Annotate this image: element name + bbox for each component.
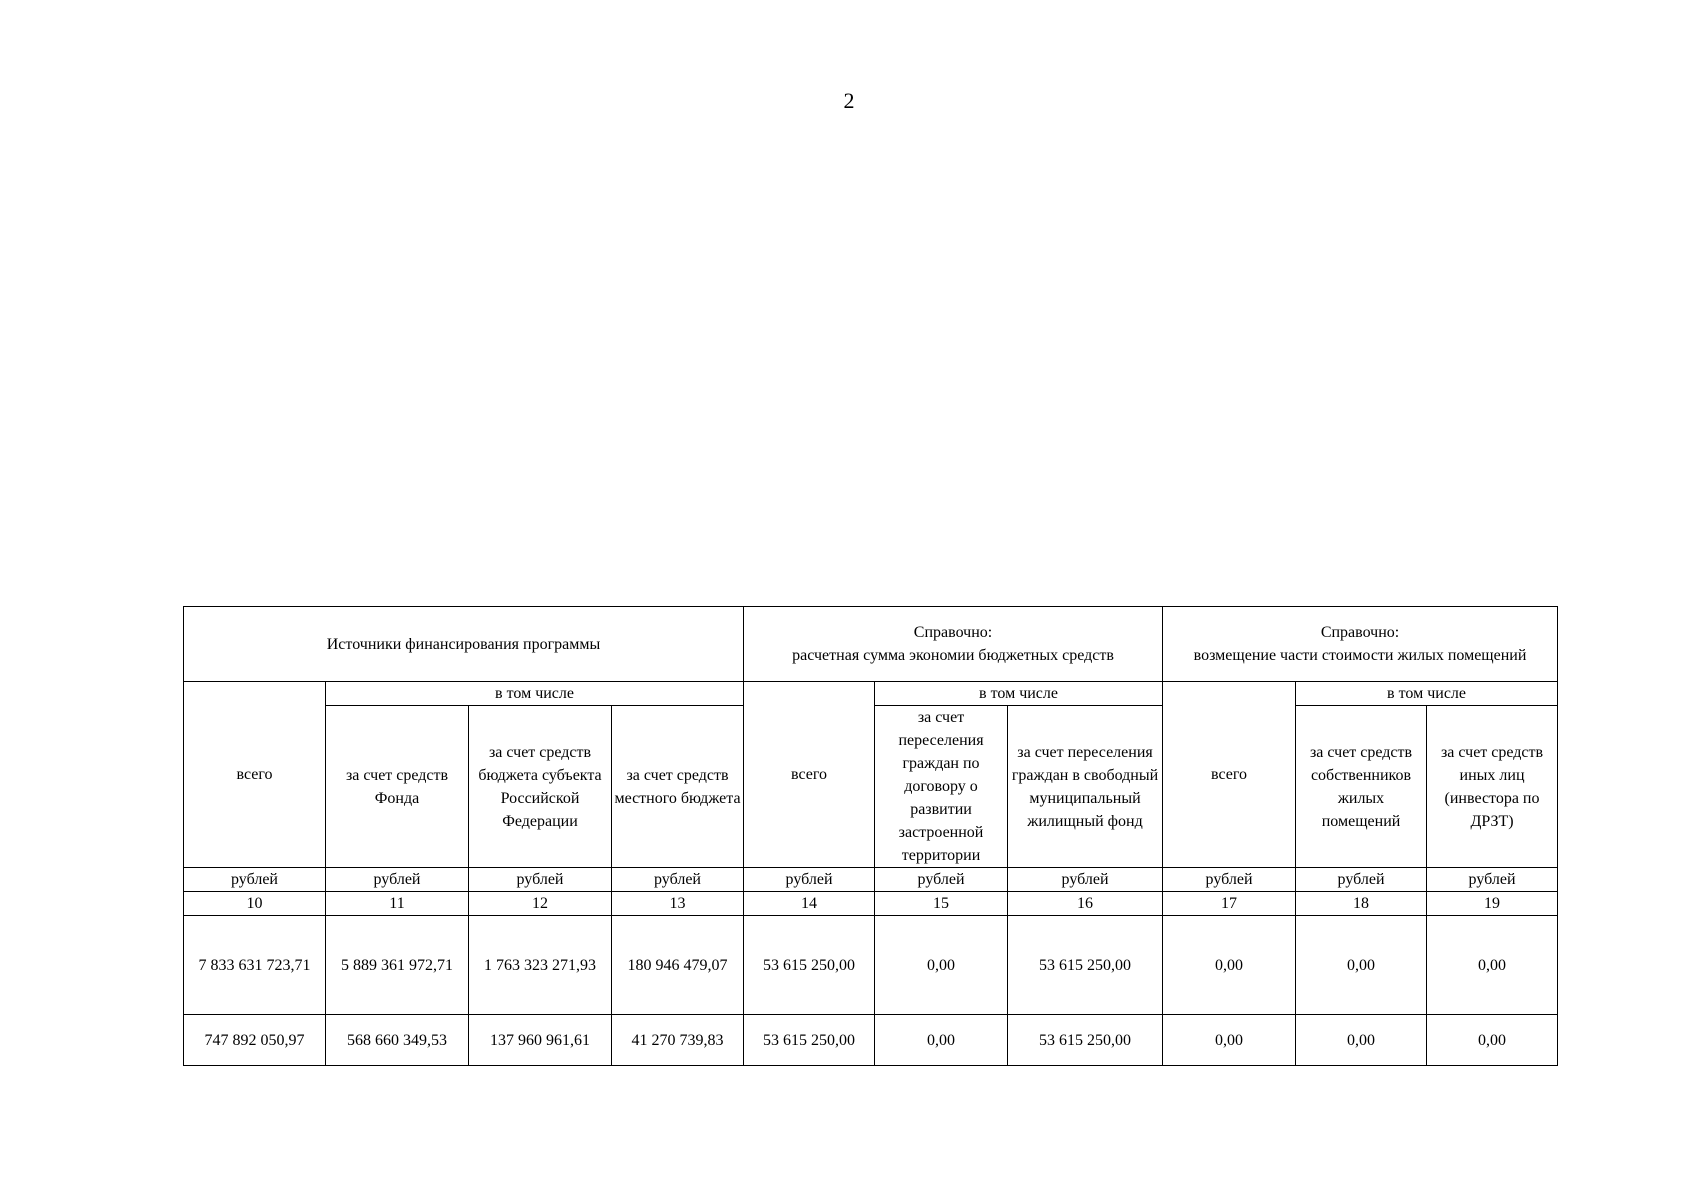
section-header-row <box>184 607 1558 682</box>
unit-cell: рублей <box>469 868 612 892</box>
data-cell: 5 889 361 972,71 <box>326 916 469 1015</box>
unit-cell: рублей <box>1427 868 1558 892</box>
unit-cell: рублей <box>1008 868 1163 892</box>
column-number: 19 <box>1427 892 1558 916</box>
column-number: 16 <box>1008 892 1163 916</box>
data-cell: 0,00 <box>875 916 1008 1015</box>
data-cell: 7 833 631 723,71 <box>184 916 326 1015</box>
data-cell: 0,00 <box>1296 916 1427 1015</box>
data-cell: 1 763 323 271,93 <box>469 916 612 1015</box>
sources-header: Источники финансирования программы <box>184 607 744 682</box>
data-cell: 0,00 <box>1427 916 1558 1015</box>
col-label-10: всего <box>184 682 326 868</box>
unit-cell: рублей <box>1296 868 1427 892</box>
compensation-header <box>1163 607 1558 682</box>
data-cell: 53 615 250,00 <box>744 1015 875 1066</box>
col-label-12: за счет средств бюджета субъекта Российской Федерации <box>469 706 612 868</box>
financing-table <box>183 606 1558 1066</box>
column-number: 14 <box>744 892 875 916</box>
col-label-14: всего <box>744 682 875 868</box>
column-number: 10 <box>184 892 326 916</box>
column-number: 13 <box>612 892 744 916</box>
savings-header-line1: Справочно: <box>913 624 993 641</box>
col-label-18: за счет средств собственников жилых помещений <box>1296 706 1427 868</box>
col-label-16: за счет переселения граждан в свободный муниципальный жилищный фонд <box>1008 706 1163 868</box>
data-cell: 0,00 <box>1427 1015 1558 1066</box>
unit-row <box>184 868 1558 892</box>
column-number: 15 <box>875 892 1008 916</box>
data-cell: 0,00 <box>1163 1015 1296 1066</box>
page-number: 2 <box>843 88 855 113</box>
column-number: 12 <box>469 892 612 916</box>
data-cell: 180 946 479,07 <box>612 916 744 1015</box>
data-row <box>184 916 1558 1015</box>
data-cell: 747 892 050,97 <box>184 1015 326 1066</box>
col-label-19: за счет средств иных лиц (инвестора по ДРЗТ) <box>1427 706 1558 868</box>
column-number: 17 <box>1163 892 1296 916</box>
col-label-13: за счет средств местного бюджета <box>612 706 744 868</box>
unit-cell: рублей <box>875 868 1008 892</box>
column-number-row <box>184 892 1558 916</box>
unit-cell: рублей <box>744 868 875 892</box>
data-cell: 0,00 <box>875 1015 1008 1066</box>
including-compensation: в том числе <box>1296 682 1558 706</box>
data-row <box>184 1015 1558 1066</box>
col-label-17: всего <box>1163 682 1296 868</box>
column-number: 11 <box>326 892 469 916</box>
savings-header-line2: расчетная сумма экономии бюджетных средств <box>792 647 1114 664</box>
data-cell: 53 615 250,00 <box>1008 1015 1163 1066</box>
compensation-header-line1: Справочно: <box>1320 624 1400 641</box>
col-label-11: за счет средств Фонда <box>326 706 469 868</box>
compensation-header-line2: возмещение части стоимости жилых помещений <box>1193 647 1527 664</box>
data-cell: 41 270 739,83 <box>612 1015 744 1066</box>
data-cell: 53 615 250,00 <box>1008 916 1163 1015</box>
including-sources: в том числе <box>326 682 744 706</box>
data-cell: 0,00 <box>1163 916 1296 1015</box>
data-cell: 53 615 250,00 <box>744 916 875 1015</box>
savings-header <box>744 607 1163 682</box>
unit-cell: рублей <box>612 868 744 892</box>
column-number: 18 <box>1296 892 1427 916</box>
unit-cell: рублей <box>1163 868 1296 892</box>
unit-cell: рублей <box>326 868 469 892</box>
data-cell: 0,00 <box>1296 1015 1427 1066</box>
col-label-15: за счет переселения граждан по договору о развитии застроенной территории <box>875 706 1008 868</box>
data-cell: 568 660 349,53 <box>326 1015 469 1066</box>
data-cell: 137 960 961,61 <box>469 1015 612 1066</box>
including-row <box>184 682 1558 706</box>
unit-cell: рублей <box>184 868 326 892</box>
including-savings: в том числе <box>875 682 1163 706</box>
